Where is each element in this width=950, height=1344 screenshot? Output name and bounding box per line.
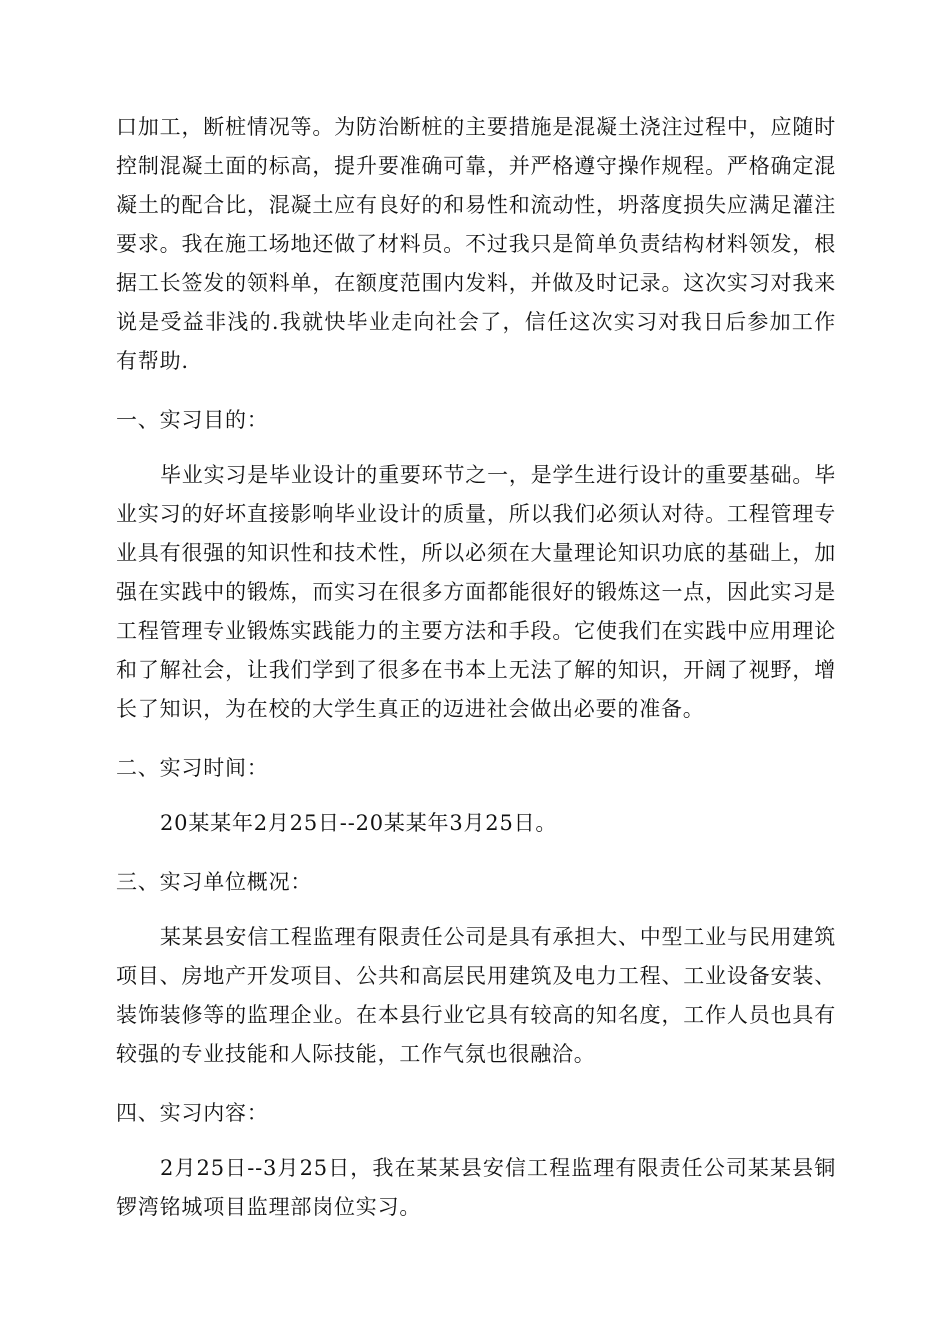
section-heading-time: 二、实习时间： [116,756,269,780]
section-heading-purpose: 一、实习目的： [116,408,269,432]
section-heading-company: 三、实习单位概况： [116,870,313,894]
intro-paragraph: 口加工，断桩情况等。为防治断桩的主要措施是混凝土浇注过程中，应随时控制混凝土面的标高，提升要准确可靠，并严格遵守操作规程。严格确定混凝土的配合比，混凝土应有良好的和易性和流动性，坍落度损失应满足灌注要求。我在施工场地还做了材料员。不过我只是简单负责结构材料领发，根据工长签发的领料单，在额度范围内发料，并做及时记录。这次实习对我来说是受益非浅的.我就快毕业走向社会了，信任这次实习对我日后参加工作有帮助. [116,115,836,373]
section-body-content: 2月25日--3月25日，我在某某县安信工程监理有限责任公司某某县铜锣湾铭城项目监理部岗位实习。 [116,1156,836,1219]
section-body-time: 20某某年2月25日--20某某年3月25日。 [160,811,558,835]
section-heading-content: 四、实习内容： [116,1101,269,1125]
document-content [116,108,836,1227]
section-body-purpose: 毕业实习是毕业设计的重要环节之一，是学生进行设计的重要基础。毕业实习的好坏直接影响毕业设计的质量，所以我们必须认对待。工程管理专业具有很强的知识性和技术性，所以必须在大量理论知识功底的基础上，加强在实践中的锻炼，而实习在很多方面都能很好的锻炼这一点，因此实习是工程管理专业锻炼实践能力的主要方法和手段。它使我们在实践中应用理论和了解社会，让我们学到了很多在书本上无法了解的知识，开阔了视野，增长了知识，为在校的大学生真正的迈进社会做出必要的准备。 [116,463,836,721]
section-body-company: 某某县安信工程监理有限责任公司是具有承担大、中型工业与民用建筑项目、房地产开发项目、公共和高层民用建筑及电力工程、工业设备安装、装饰装修等的监理企业。在本县行业它具有较高的知名度，工作人员也具有较强的专业技能和人际技能，工作气氛也很融洽。 [116,925,836,1066]
